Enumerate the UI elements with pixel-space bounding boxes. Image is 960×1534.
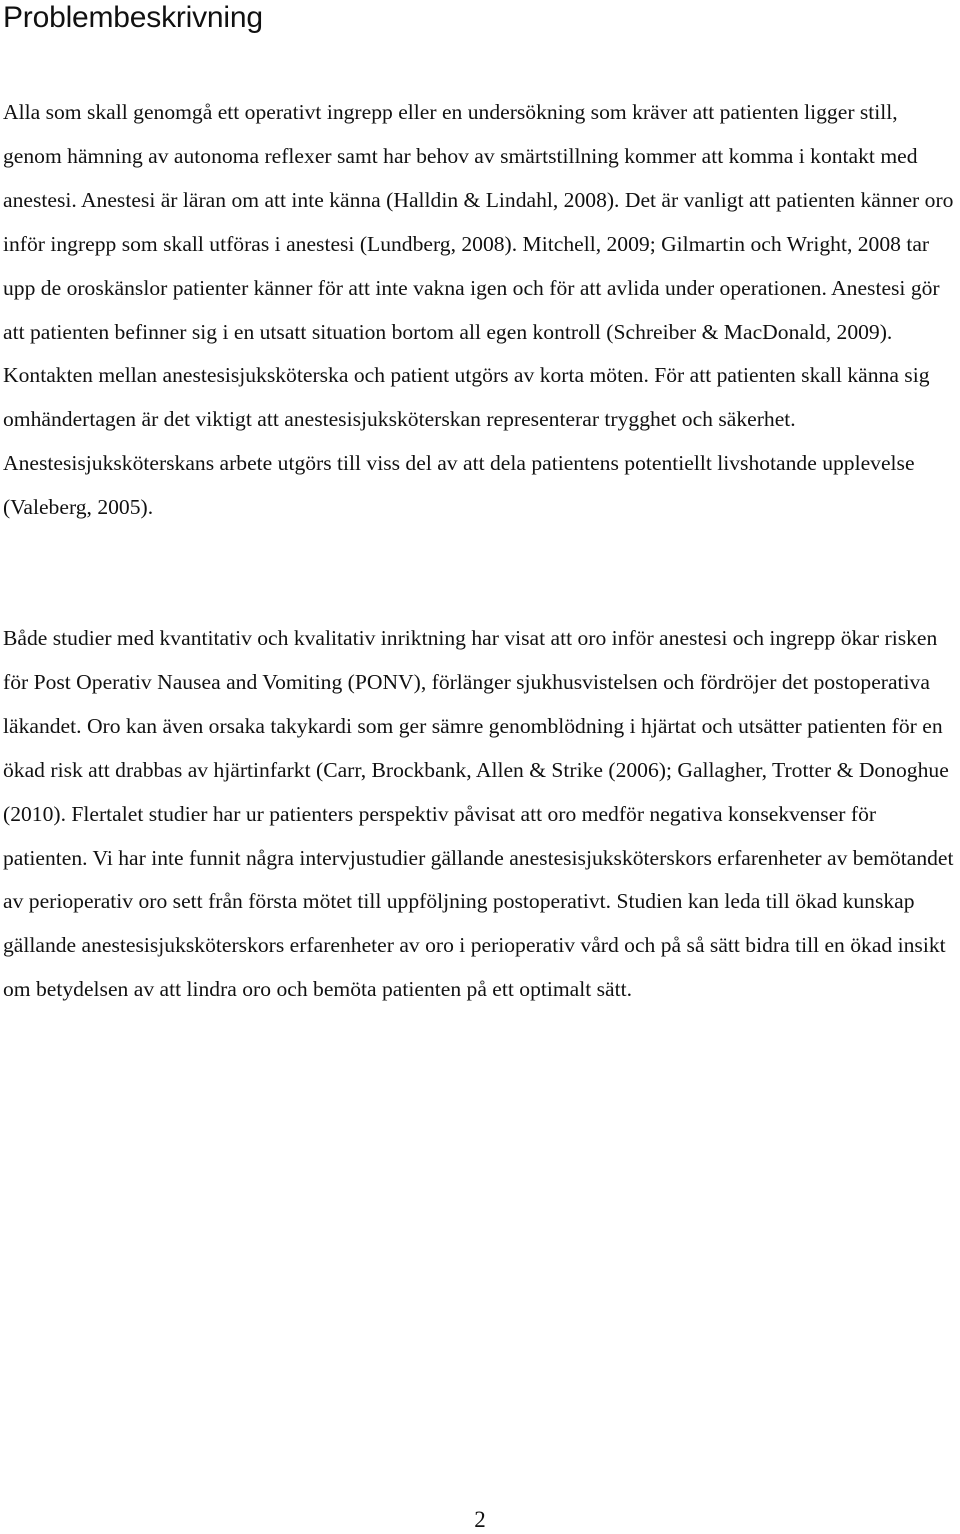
body-paragraph-1: Alla som skall genomgå ett operativt ingrepp eller en undersökning som kräver att patienten ligger still, genom hämning av autonoma reflexer samt har behov av smärtstillning kommer att komma i kontakt med anestesi. Anestesi är läran om att inte känna (Halldin & Lindahl, 2008). Det är vanligt att patienten känner oro inför ingrepp som skall utföras i anestesi (Lundberg, 2008). Mitchell, 2009; Gilmartin och Wright, 2008 tar upp de oroskänslor patienter känner för att inte vakna igen och för att avlida under operationen. Anestesi gör att patienten befinner sig i en utsatt situation bortom all egen kontroll (Schreiber & MacDonald, 2009). Kontakten mellan anestesisjuksköterska och patient utgörs av korta möten. För att patienten skall känna sig omhändertagen är det viktigt att anestesisjuksköterskan representerar trygghet och säkerhet. Anestesisjuksköterskans arbete utgörs till viss del av att dela patientens potentiellt livshotande upplevelse (Valeberg, 2005). xyxy=(3,100,954,520)
body-paragraph-2: Både studier med kvantitativ och kvalitativ inriktning har visat att oro inför anestesi och ingrepp ökar risken för Post Operativ Nausea and Vomiting (PONV), förlänger sjukhusvistelsen och fördröjer det postoperativa läkandet. Oro kan även orsaka takykardi som ger sämre genomblödning i hjärtat och utsätter patienten för en ökad risk att drabbas av hjärtinfarkt (Carr, Brockbank, Allen & Strike (2006); Gallagher, Trotter & Donoghue (2010). Flertalet studier har ur patienters perspektiv påvisat att oro medför negativa konsekvenser för patienten. Vi har inte funnit några intervjustudier gällande anestesisjuksköterskors erfarenheter av bemötandet av perioperativ oro sett från första mötet till uppföljning postoperativt. Studien kan leda till ökad kunskap gällande anestesisjuksköterskors erfarenheter av oro i perioperativ vård och på så sätt bidra till en ökad insikt om betydelsen av att lindra oro och bemöta patienten på ett optimalt sätt. xyxy=(3,626,954,1002)
page-number: 2 xyxy=(474,1507,486,1532)
section-heading: Problembeskrivning xyxy=(3,1,263,34)
